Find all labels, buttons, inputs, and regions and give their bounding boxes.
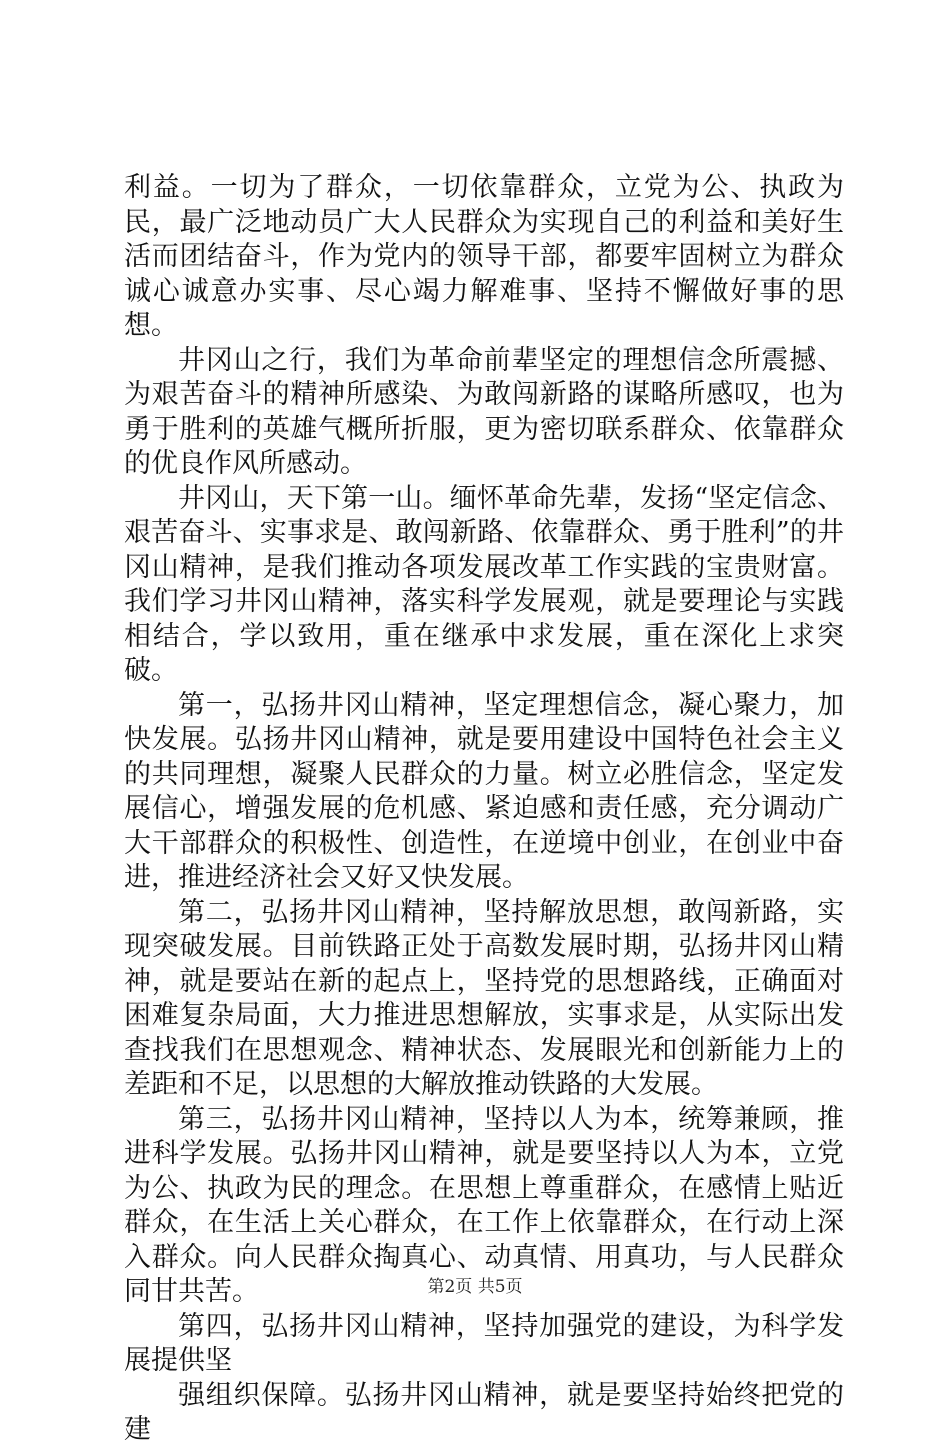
paragraph-8: 强组织保障。弘扬井冈山精神，就是要坚持始终把党的建 (124, 1379, 844, 1445)
page-footer: 第2页 共5页 (427, 1277, 523, 1297)
document-body (124, 171, 844, 1448)
paragraph-7: 第四，弘扬井冈山精神，坚持加强党的建设，为科学发展提供坚 (124, 1310, 844, 1376)
paragraph-4: 第一，弘扬井冈山精神，坚定理想信念，凝心聚力，加快发展。弘扬井冈山精神，就是要用建设中国特色社会主义的共同理想，凝聚人民群众的力量。树立必胜信念，坚定发展信心，增强发展的危机感、紧迫感和责任感，充分调动广大干部群众的积极性、创造性，在逆境中创业，在创业中奋进，推进经济社会又好又快发展。 (124, 689, 844, 893)
paragraph-3: 井冈山，天下第一山。缅怀革命先辈，发扬“坚定信念、艰苦奋斗、实事求是、敢闯新路、依靠群众、勇于胜利”的井冈山精神，是我们推动各项发展改革工作实践的宝贵财富。我们学习井冈山精神，落实科学发展观，就是要理论与实践相结合，学以致用，重在继承中求发展，重在深化上求突破。 (124, 482, 844, 686)
paragraph-5: 第二，弘扬井冈山精神，坚持解放思想，敢闯新路，实现突破发展。目前铁路正处于高数发展时期，弘扬井冈山精神，就是要站在新的起点上，坚持党的思想路线，正确面对困难复杂局面，大力推进思想解放，实事求是，从实际出发查找我们在思想观念、精神状态、发展眼光和创新能力上的差距和不足，以思想的大解放推动铁路的大发展。 (124, 896, 844, 1100)
paragraph-1: 利益。一切为了群众，一切依靠群众，立党为公、执政为民，最广泛地动员广大人民群众为实现自己的利益和美好生活而团结奋斗，作为党内的领导干部，都要牢固树立为群众诚心诚意办实事、尽心竭力解难事、坚持不懈做好事的思想。 (124, 172, 844, 341)
paragraph-2: 井冈山之行，我们为革命前辈坚定的理想信念所震撼、为艰苦奋斗的精神所感染、为敢闯新路的谋略所感叹，也为勇于胜利的英雄气概所折服，更为密切联系群众、依靠群众的优良作风所感动。 (124, 344, 844, 479)
paragraph-6: 第三，弘扬井冈山精神，坚持以人为本，统筹兼顾，推进科学发展。弘扬井冈山精神，就是要坚持以人为本，立党为公、执政为民的理念。在思想上尊重群众，在感情上贴近群众，在生活上关心群众，在工作上依靠群众，在行动上深入群众。向人民群众掏真心、动真情、用真功，与人民群众同甘共苦。 (124, 1103, 844, 1307)
